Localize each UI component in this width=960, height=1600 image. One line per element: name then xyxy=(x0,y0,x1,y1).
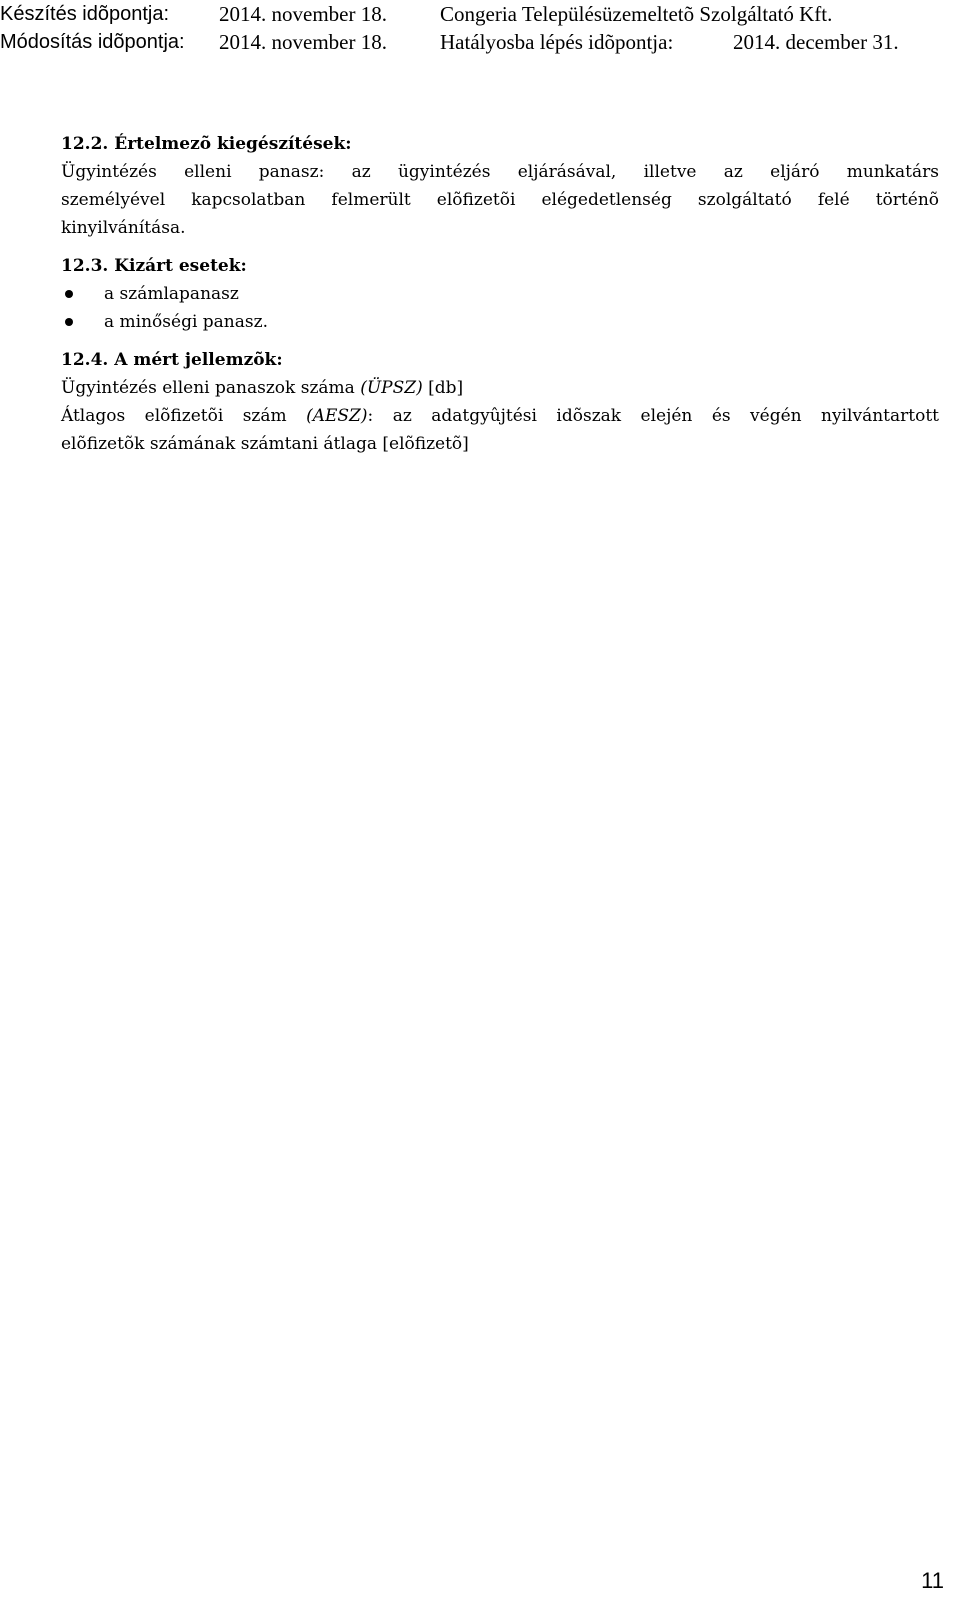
effective-date: 2014. december 31. xyxy=(733,30,899,54)
list-item xyxy=(61,308,939,336)
page-number: 11 xyxy=(921,1568,944,1593)
company-name: Congeria Településüzemeltetõ Szolgáltató Kft. xyxy=(440,2,833,26)
list-item-text: a minőségi panasz. xyxy=(104,312,268,332)
effective-label: Hatályosba lépés idõpontja: xyxy=(440,30,674,54)
section-12-3-heading: 12.3. Kizárt esetek: xyxy=(61,256,247,276)
aesz-suffix: : az adatgyûjtési idõszak elején és végén nyilvántartott xyxy=(367,406,939,426)
list-item-text: a számlapanasz xyxy=(104,284,239,304)
created-date: 2014. november 18. xyxy=(219,2,387,26)
section-12-2-line-2: személyével kapcsolatban felmerült elõfizetõi elégedetlenség szolgáltató felé történõ xyxy=(61,190,939,210)
upsz-prefix: Ügyintézés elleni panaszok száma xyxy=(61,378,361,398)
document-body xyxy=(61,130,939,458)
header-row-modified xyxy=(0,28,960,56)
section-12-2-line-3: kinyilvánítása. xyxy=(61,218,186,238)
aesz-prefix: Átlagos elõfizetõi szám xyxy=(61,406,307,426)
section-12-4-line-3: elõfizetõk számának számtani átlaga [elõfizetõ] xyxy=(61,434,469,454)
aesz-abbr: (AESZ) xyxy=(306,406,368,426)
upsz-suffix: [db] xyxy=(422,378,464,398)
section-12-2-line-1: Ügyintézés elleni panasz: az ügyintézés eljárásával, illetve az eljáró munkatárs xyxy=(61,162,939,182)
modified-label: Módosítás idõpontja: xyxy=(0,31,185,53)
section-12-2-heading: 12.2. Értelmezõ kiegészítések: xyxy=(61,134,352,154)
upsz-abbr: (ÜPSZ) xyxy=(360,378,423,398)
section-12-4-line-2 xyxy=(61,402,939,430)
header-row-created xyxy=(0,0,960,28)
section-12-4-line-1 xyxy=(61,374,939,402)
section-12-2-paragraph xyxy=(61,158,939,242)
created-label: Készítés idõpontja: xyxy=(0,3,169,25)
section-12-4-heading: 12.4. A mért jellemzõk: xyxy=(61,350,283,370)
list-item xyxy=(61,280,939,308)
bullet-icon xyxy=(65,290,73,298)
excluded-cases-list xyxy=(61,280,939,336)
document-header xyxy=(0,0,960,56)
bullet-icon xyxy=(65,318,73,326)
modified-date: 2014. november 18. xyxy=(219,30,387,54)
